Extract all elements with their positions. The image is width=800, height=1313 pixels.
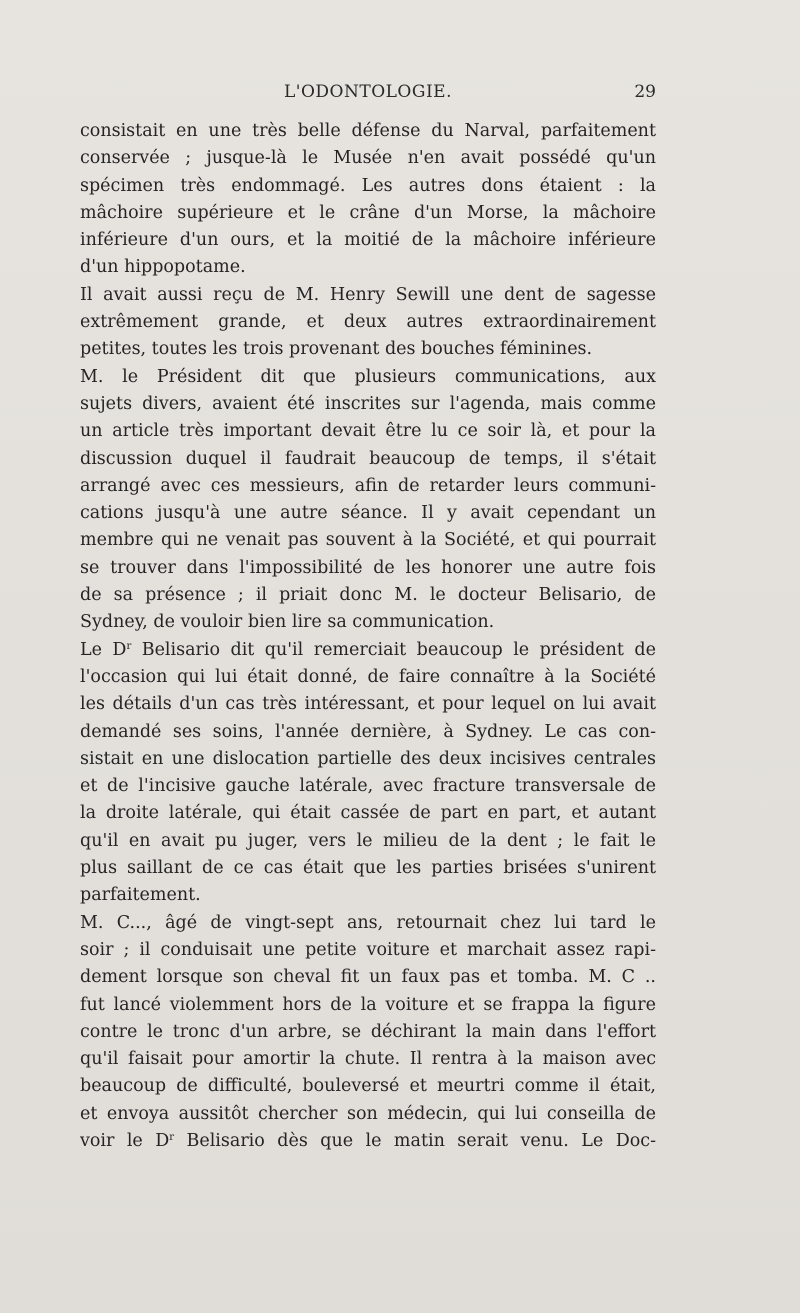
text-line-content: Sydney, de vouloir bien lire sa communication. — [80, 612, 495, 633]
text-line-rest: Belisario dit qu'il remerciait beaucoup le président de — [131, 639, 656, 660]
text-line-content: demandé ses soins, l'année dernière, à Sydney. Le cas con- — [80, 721, 656, 742]
running-title: L'ODONTOLOGIE. — [284, 82, 452, 102]
text-line-content: Le D — [80, 639, 127, 660]
text-line-content: plus saillant de ce cas était que les parties brisées s'unirent — [80, 858, 656, 879]
text-line — [80, 418, 656, 445]
text-line — [80, 118, 656, 145]
text-line-content: l'occasion qui lui était donné, de faire connaître à la Société — [80, 666, 656, 687]
text-line — [80, 1101, 656, 1128]
body-text — [80, 118, 656, 1155]
text-line — [80, 882, 656, 909]
text-line-content: discussion duquel il faudrait beaucoup de temps, il s'était — [80, 448, 656, 469]
text-line-content: conservée ; jusque-là le Musée n'en avait possédé qu'un — [80, 148, 656, 169]
text-line-content: parfaitement. — [80, 885, 201, 906]
text-line — [80, 746, 656, 773]
text-line-content: les détails d'un cas très intéressant, et pour lequel on lui avait — [80, 694, 656, 715]
text-line-content: cations jusqu'à une autre séance. Il y avait cependant un — [80, 503, 656, 524]
text-line — [80, 336, 656, 363]
text-line-content: beaucoup de difficulté, bouleversé et meurtri comme il était, — [80, 1076, 656, 1097]
text-line-content: Il avait aussi reçu de M. Henry Sewill une dent de sagesse — [80, 284, 656, 305]
text-line-content: sujets divers, avaient été inscrites sur l'agenda, mais comme — [80, 393, 656, 414]
page-header — [80, 82, 656, 112]
text-line — [80, 910, 656, 937]
text-line-content: fut lancé violemment hors de la voiture et se frappa la figure — [80, 994, 656, 1015]
text-line — [80, 200, 656, 227]
text-line-content: consistait en une très belle défense du Narval, parfaitement — [80, 121, 656, 141]
text-line-content: spécimen très endommagé. Les autres dons étaient : la — [80, 175, 656, 196]
text-line — [80, 719, 656, 746]
text-line — [80, 582, 656, 609]
text-line — [80, 254, 656, 281]
text-line — [80, 828, 656, 855]
text-line — [80, 173, 656, 200]
text-line-content: soir ; il conduisait une petite voiture et marchait assez rapi- — [80, 939, 656, 960]
text-line — [80, 664, 656, 691]
text-line — [80, 637, 656, 664]
text-line-content: se trouver dans l'impossibilité de les honorer une autre fois — [80, 557, 656, 578]
text-line-content: M. C..., âgé de vingt-sept ans, retournait chez lui tard le — [80, 912, 656, 933]
text-line-content: voir le D — [80, 1130, 170, 1151]
text-line — [80, 446, 656, 473]
text-line — [80, 1128, 656, 1155]
text-line — [80, 309, 656, 336]
text-line — [80, 691, 656, 718]
text-line — [80, 145, 656, 172]
text-line-content: d'un hippopotame. — [80, 257, 246, 278]
text-line-content: arrangé avec ces messieurs, afin de retarder leurs communi- — [80, 475, 656, 496]
text-line-content: de sa présence ; il priait donc M. le docteur Belisario, de — [80, 585, 656, 606]
text-line — [80, 500, 656, 527]
text-line — [80, 937, 656, 964]
text-line — [80, 1019, 656, 1046]
text-line — [80, 609, 656, 636]
superscript: r — [169, 1131, 175, 1143]
text-line — [80, 391, 656, 418]
page-number: 29 — [634, 82, 656, 102]
text-line-content: qu'il faisait pour amortir la chute. Il rentra à la maison avec — [80, 1049, 656, 1070]
text-line-content: mâchoire supérieure et le crâne d'un Morse, la mâchoire — [80, 202, 656, 223]
text-line — [80, 855, 656, 882]
text-line-content: membre qui ne venait pas souvent à la Société, et qui pourrait — [80, 530, 656, 551]
text-line-content: dement lorsque son cheval fit un faux pas et tomba. M. C .. — [80, 967, 656, 988]
text-line — [80, 773, 656, 800]
text-line-content: et de l'incisive gauche latérale, avec fracture transversale de — [80, 776, 656, 797]
text-line-content: la droite latérale, qui était cassée de part en part, et autant — [80, 803, 656, 824]
text-line — [80, 964, 656, 991]
text-line-content: et envoya aussitôt chercher son médecin, qui lui conseilla de — [80, 1103, 656, 1124]
text-line — [80, 282, 656, 309]
text-line — [80, 800, 656, 827]
text-line-rest: Belisario dès que le matin serait venu. Le Doc- — [174, 1130, 656, 1151]
text-line — [80, 1073, 656, 1100]
text-line-content: extrêmement grande, et deux autres extraordinairement — [80, 312, 656, 333]
text-line — [80, 527, 656, 554]
text-line-content: M. le Président dit que plusieurs communications, aux — [80, 366, 656, 387]
text-line — [80, 1046, 656, 1073]
text-line-content: un article très important devait être lu ce soir là, et pour la — [80, 421, 656, 442]
text-line-content: inférieure d'un ours, et la moitié de la mâchoire inférieure — [80, 230, 656, 251]
text-line-content: contre le tronc d'un arbre, se déchirant la main dans l'effort — [80, 1021, 656, 1042]
text-line-content: qu'il en avait pu juger, vers le milieu de la dent ; le fait le — [80, 830, 656, 851]
text-line — [80, 227, 656, 254]
text-line-content: sistait en une dislocation partielle des deux incisives centrales — [80, 748, 656, 769]
text-line — [80, 992, 656, 1019]
text-line — [80, 364, 656, 391]
text-line-content: petites, toutes les trois provenant des bouches féminines. — [80, 339, 593, 360]
text-line — [80, 473, 656, 500]
text-line — [80, 555, 656, 582]
superscript: r — [126, 640, 132, 652]
